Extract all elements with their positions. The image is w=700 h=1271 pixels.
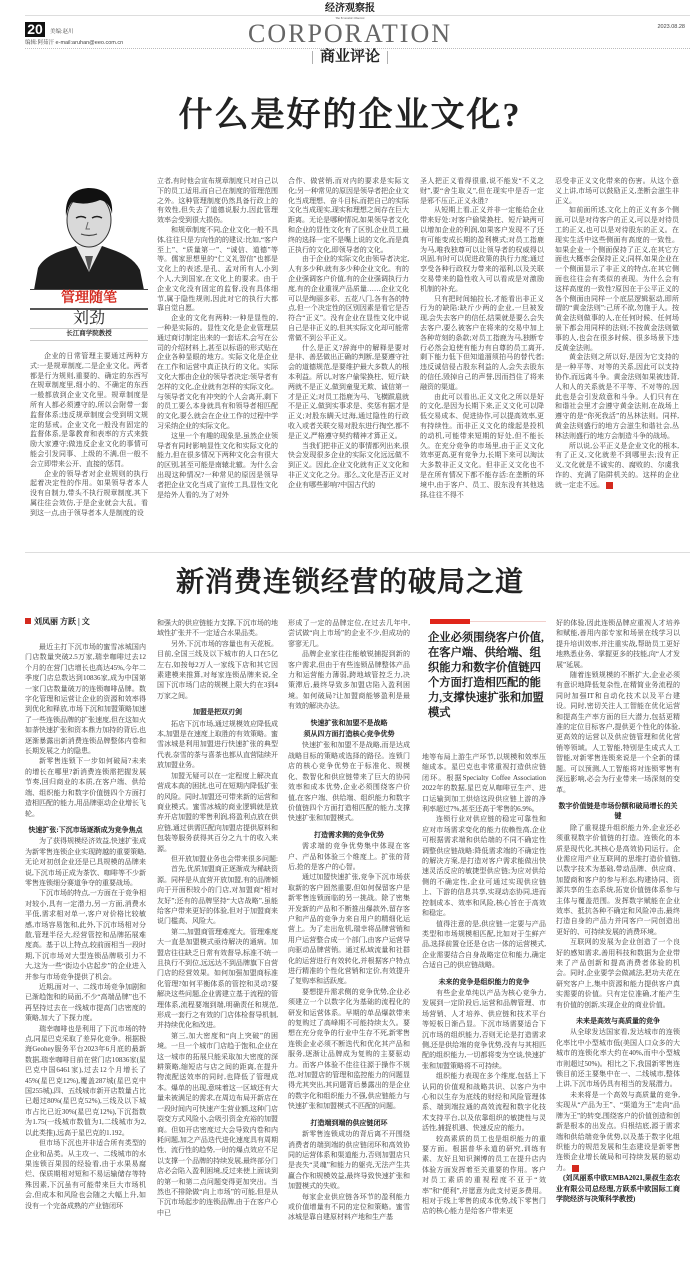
article-separator	[25, 552, 690, 553]
paragraph	[30, 352, 148, 470]
paragraph-text: 打造需求侧的竞争优势	[314, 830, 384, 839]
bottom-article-column-2	[157, 618, 278, 1262]
paragraph	[157, 771, 278, 854]
paragraph	[422, 814, 546, 918]
subheading	[288, 729, 410, 739]
top-article-column-5	[555, 177, 679, 532]
paragraph-text: 企业的文化有两种:一种是显性的,一种是实际的。显性文化是企业管理层通过商讨制定出来的一套话术,会写在公司的介绍材料上,甚至以标语的形式贴在企业各种显眼的地方。实际文化是企业在工作和运营中真正执行的文化。实际文化大都由企业的领导者决定:领导者有怎样的文化,企业就有怎样的实际文化。与领导者文化有冲突的个人会离开,剩下的员工要么本身就具有和领导者相匹配的文化,要么就会在企业工作的过程中学习采纳企业的实际文化。	[157, 314, 278, 430]
paragraph-text: 所以说,公平正义是企业文化的根本,有了正义,文化就差不到哪里去;没有正义,文化就是不诚实的、腐败的、尔虞我诈的、充满了陷阱机关的。这样的企业就一定走不远。	[555, 441, 679, 489]
article-title: 什么是好的企业文化?	[178, 97, 522, 134]
paragraph-text: 另外,下沉市场的容量也有天花板。目前,全国三线及以下城市的人口在5亿左右,如按每2万人一家线下店和其它因素建模来推算,对每家连锁品牌来说,全国下沉市场门店的规模上限大约在3到4万家之间。	[157, 639, 278, 700]
paragraph	[25, 888, 146, 982]
paragraph	[288, 177, 409, 255]
paragraph-text: 只有把时间轴拉长,才能看出非正义行为的缺陷:缺斤少两的企业,一旦被发现,会失去客户的信任,结果就是要么会失去客户,要么被客户在将来的交易中加上各种苛刻的条款;对员工指鹿为马,独断专行必然会迫使有能力有自尊的员工离开,剩下能力低下但知道溜须拍马的替代者;违反诚信侵占股东利益的人,会失去股东的信任,毁掉自己的声誉,因而挡住了将来融资的渠道。	[420, 294, 544, 391]
paragraph-text: 较高素质的员工也是组织能力的重要方面。根据普华永道的研究,训练有素、友好且知识渊博的员工在提升店内体验方面发挥着至关重要的作用。客户对员工素质的重视程度不亚于“效率”和“便利”,并愿意为此支付更多费用。相对于线上零售的成本优势,线下零售门店的核心能力是给客户带来更	[422, 1134, 546, 1216]
subheading	[556, 1016, 680, 1026]
paragraph-text: 要想提升需求侧的竞争优势,企业必须建立一个以数字化为基础的流程化的研发和运营体系。早期的单品爆款带来的复购过了高峰期不可能持续太久。要想在充分竞争的行业中生存不死,新零售连锁企业必须不断迭代和优化其产品和服务,逐渐让品牌成为复购的主要驱动力。而客户体验不佳往往源于操作不规范,对加盟店的管理和监控能力的问题显得尤其突出,其问题背后暴露出的是企业的数字化和组织能力不强,供应链能力与快速扩张和加盟模式不匹配的问题。	[288, 987, 410, 1111]
paragraph	[422, 919, 546, 971]
paragraph-text: 下沉市场的特点,一方面在于竞争相对较小,具有一定潜力,另一方面,消费水平低,需求相对单一,客户对价格比较敏感,市场容易饱和,此外,下沉市场相对分散,管理半径大,经营管控和品牌拓展难度高。基于以上特点,较前面相当一段时期,下沉市场对大型连锁品牌吸引力不大,这为一些“街边小店起步”的企业进入并参与市场竞争提供了机会。	[25, 889, 146, 981]
paragraph-text: 须从四方面打造核心竞争优势	[303, 730, 395, 739]
paragraph-text: 当我们把非正义的事情都列出来,很快会发现很多企业的实际文化远远做不到正义。因此,企业文化就有正义文化和非正义文化之分。那么,文化是否正义对企业有哪些影响?中国古代的	[288, 441, 409, 489]
page-number: 20	[25, 22, 45, 37]
paragraph-text: 快速扩张:下沉市场逐渐成为竞争焦点	[28, 825, 143, 834]
paragraph-text: 如前面所述,文化上的正义有多个侧面,可以是对待客户的正义,可以是对待员工的正义,也可以是对待股东的正义。在现实生活中这些侧面有高度的一致性。如果企业一个侧面保持了正义,在其它方面也大概率会保持正义;同样,如果企业在一个侧面显示了非正义的特点,在其它侧面也往往会有类似的表现。为什么会有这样高度的一致性?原因在于公平正义的各个侧面由同样一个底层逻辑驱动,即所谓的“黄金法则”:己所不欲,勿施于人。按黄金法则做事的人,在任何时候、任何场景下都会用同样的法则;不按黄金法则做事的人,也会在很多时候、很多场景下违反黄金法则。	[555, 206, 679, 352]
paragraph	[157, 927, 278, 1031]
top-article-column-2	[157, 177, 278, 532]
paragraph-text: 通过加盟快速扩张,竞争下沉市场获取新的客户固然重要,但如何保留客户是新零售连锁面临的另一挑战。除了密集开发新的产品和不断推出爆款外,留存客户和产品的竞争力来自用户的精细化运营上。为了走出危机,瑞幸将品牌营销和用户运营整合成一个部门,由客户运营导向驱动品牌营销。通过私域流量和社群化的运营进行有效转化,并根据客户特点进行精准的个性化营销和定价,有效提升了复购率和活跃度。	[288, 873, 410, 986]
paragraph-text: 品牌企业家往往能敏锐捕捉到新的客户需求,但由于有些连锁品牌整体产品力和运营能力薄弱,跨地域管控乏力,决策滞后,最终导致多加盟店陷入盈利困境。如何破局?让加盟商能够盈利是最有效的解决办法。	[288, 650, 410, 711]
subheading	[422, 977, 546, 987]
paragraph-text: 形成了一定的品牌定位,在过去几年中,尝试做“向上市场”的企业不少,但成功的寥寥无几。	[288, 619, 410, 648]
paragraph-text: 企业的日常管理主要通过两种方式:一是规章制度,二是企业文化。两者都是行为规则,重要的、确定的东西写在规章制度里,细小的、不确定的东西一般都放到企业文化里。规章制度是所有人都必须遵守的,所以会附带一套监督体系;违反规章制度会受到明文规定的惩戒。企业文化一般没有固定的监督体系,是靠教育和表率的方式来鼓励大家遵守;做违反企业文化的事情可能会引发同事、上级的不满,但一般不会立即带来公开、直接的惩罚。	[30, 352, 148, 468]
newspaper-name-en: The Economic Observer	[335, 16, 365, 20]
paragraph	[422, 1071, 546, 1133]
paragraph-text: 拓店下沉市场,通过规模效应降低成本,加盟是在速度上取胜的有效策略。蜜雪冰城是利用加盟进行快速扩张的典型代表,奈雪的茶与喜茶也都从直营陆续开放加盟业务。	[157, 719, 278, 770]
section-title-en: CORPORATION	[247, 19, 453, 48]
paragraph-text: 未来是高效与高质量的竞争	[576, 1017, 660, 1026]
paragraph	[422, 1134, 546, 1217]
paragraph-text: 企业的领导者对企业规则的执行起着决定性的作用。如果领导者本人没有自制力,带头不执行规章制度,其下属往往会效仿,于是企业就会大乱。看到这一点,由于领导者本人是制度的设	[30, 469, 148, 517]
subheading	[556, 801, 680, 822]
paragraph-text: 加盟无疑可以在一定程度上解决直营成本高的困扰,也可在短期内降低扩张的风险。同时,加盟还可带来新的运营和商业模式。蜜雪冰城的商业逻辑就是放弃开店加盟的零售利润,将盈利点放在供应链,通过供需匹配向加盟店提供原料和包装等服务获得其百分之九十的收入来源。	[157, 771, 278, 853]
paragraph	[288, 255, 409, 343]
subheading	[157, 707, 278, 717]
section-label: 商业评论	[319, 49, 380, 65]
paragraph-text: 从全球发达国家看,发达城市的连锁化率比中小型城市低(美国人口众多的大城市的连锁化率大约在40%,而中小型城市则超过50%)。相比之下,我国新零售连锁目前还主要集中在一、二线城市,整体上讲,下沉市场仍具有相当的发展潜力。	[556, 1028, 680, 1089]
paragraph-text: 瑞幸咖啡也是利用了下沉市场的特点,同星巴克采取了差异化竞争。根据极海Geohey服务平台2023年6月底的最新数据,瑞幸咖啡目前在营门店10836家(星巴克中国6461家),过去12个月增长了45%(星巴克12%),覆盖287城(星巴克中国255城),四、五线城市新开店数量占比已超过80%(星巴克52%),三线及以下城市占比已近30%(星巴克12%),下沉指数为1.75(一线城市数值为1,二线城市为2,以此类推),远高于星巴克的1.192。	[25, 1024, 146, 1137]
paragraph	[288, 872, 410, 986]
paragraph-text: 需求端的竞争优势集中体现在客户、产品和体验三个维度上。扩张的背后,抢的是客户的心智。	[288, 842, 410, 871]
issue-date: 2023.08.28	[657, 24, 685, 30]
end-mark-icon	[606, 482, 613, 489]
paragraph-text: 未来将是一个高效与高质量的竞争,实现从“产品为王”、“渠道为王”走向“品牌为王”的转变,围绕客户的价值创造和创新是根本的出发点。归根结底,源于需求端和供给端竞争优势,以及基于数字化组织能力的规范发展和生态建设是新零售连锁企业增长破局和可持续发展的驱动力。	[556, 1090, 680, 1172]
paragraph-text: 新零售连锁成功的背后离不开围绕消费者的端到端的供应链闭环和高效协同的运营体系和渠道能力,否则加盟店只是丧失“灵魂”和能力的躯壳,无法产生共赢合作和规模效益,最终导致快速扩张和加盟模式的失败。	[288, 1130, 410, 1191]
article-title: 新消费连锁经营的破局之道	[175, 567, 524, 598]
paragraph	[555, 353, 679, 441]
pull-quote: 企业必须围绕客户价值,在客户端、供给端、组织能力和数字价值链四个方面打造相匹配的能力,支撑快速扩张和加盟模式	[428, 632, 544, 719]
paragraph-text: 加盟是把双刃剑	[193, 708, 242, 717]
paragraph	[30, 470, 148, 519]
paragraph	[288, 841, 410, 872]
paragraph	[556, 1090, 680, 1173]
paragraph	[288, 987, 410, 1112]
paragraph-text: 快速扩张和加盟不是战略,而是达成战略目标的策略或选择的路径。连锁门店的核心竞争优势在于标准化、规模化、数智化和供应链带来了巨大的协同效率和成本优势,企业必须围绕客户价值,在客户端、供给端、组织能力和数字价值链四个方面打造相匹配的能力,支撑快速扩张和加盟模式。	[288, 741, 410, 823]
column-name: 管理随笔	[61, 291, 117, 306]
paragraph-text: 为了获得规模经济效益,快速扩张成为新零售连锁企业实现跨越的重要策略,无论对初创企业还是已具规模的品牌来说,下沉市场正成为茶饮、咖啡等不少新零售连锁细分赛道争夺的重要战场。	[25, 837, 146, 887]
paragraph-text: 打造端到端的供应链闭环	[310, 1118, 388, 1127]
paragraph-text: 新零售连锁下一步如何破局?未来的增长在哪里?新消费连锁需把握发展节奏,回归商业的本质,在客户端、供给端、组织能力和数字价值链四个方面打造相匹配的能力,用品牌驱动企业增长飞轮。	[25, 757, 146, 818]
top-article-column-1	[30, 352, 148, 532]
paragraph-text: 但开放加盟业务也会带来很多问题:	[171, 854, 278, 863]
paragraph-text: 第二,加盟商管理难度大。管理难度大一直是加盟模式亟待解决的通病。加盟店往往缺乏日常有效督导,标准不统一且执行不到位,远远达不到品牌旗下自营门店的经营效果。如何加强加盟商标准化管理?如何平衡体系的管控和灵动?要解决这些问题,企业需建立基于流程的管理体系,流程要端到端,明确责任和规范,形成一套行之有效的门店体检督导机制,并持续优化和改进。	[157, 927, 278, 1030]
paragraph	[157, 1031, 278, 1218]
paragraph-text: (刘凤丽系中欧EMBA2021,果叔生态农业有限公司总经理,方跃系中欧国际工商学院经济与决策科学教授)	[556, 1174, 680, 1203]
paragraph	[25, 836, 146, 888]
top-article-column-4	[420, 177, 544, 532]
byline-marker-icon	[25, 618, 31, 624]
end-mark-icon	[572, 1165, 579, 1172]
paragraph	[555, 442, 679, 491]
paragraph	[556, 618, 680, 670]
paragraph	[288, 740, 410, 823]
paragraph-text: 但市场下沉也并非适合所有类型的企业和品类。从主攻一、二线城市的水果连锁百果园的经验看,由于水果易腐烂、保质期相对短和不易运输储存等特殊因素,下沉虽有可能带来巨大市场机会,但成本和风险也会随之大幅上升,如没有一个完备成熟的产业链闭环	[25, 1139, 146, 1210]
bottom-article-column-5	[556, 618, 680, 1262]
bottom-article-column-1	[25, 642, 146, 1262]
paragraph-text: 组织能力表现在多个维度,包括上下认同的价值观和战略共识、以客户为中心和以生存为底线的财经和风险管理体系、端到端拉通的高效流程和数字化技术支持平台,以及依靠组织的敏捷性与灵活性,捕捉机遇、快速反应的能力。	[422, 1072, 546, 1133]
paragraph-text: 值得注意的是,供应链一定要与产品类型和市场规模相匹配,比如对于生鲜产品,选择前置仓还是仓店一体的运营模式,企业需要结合自身战略定位和能力,确定合适自己的供应链战略。	[422, 919, 546, 970]
paragraph-text: 什么是正义?辞海中的解释是要对是非、善恶做出正确的判断,是要遵守社会的道德规范,是要维护最大多数人的根本利益。所以,对客户偷梁换柱、短斤缺两就不是正义,做到童叟无欺、诚信第一才是正义;对员工指鹿为马、飞横跋扈就不是正义,做到实事求是、奖惩有据才是正义;对股东瞒天过海,通过隐性的行政收入或者关联交易对股东进行掏空,都不是正义,严格遵守契约精神才算正义。	[288, 343, 409, 440]
pull-quote-rule	[470, 621, 546, 622]
byline-text: 刘凤丽 方跃 | 文	[34, 617, 90, 626]
subheading	[25, 825, 146, 835]
paragraph	[422, 752, 546, 814]
paragraph	[420, 206, 544, 294]
bottom-article-column-3	[288, 618, 410, 1262]
paragraph-text: 合作、做营销,而对内的要求是实际文化;另一种常见的原因是领导者把企业文化当成理想、奋斗目标,而把自己的实际文化当成现实,现实和理想之间存在巨大距离。无论是哪种情况,如果领导者文化和企业的显性文化有了区别,企业员工最终的选择一定不是嘴上说的文化,而是真正执行的文化,即领导者的文化。	[288, 177, 409, 254]
paragraph-text: 首先,优质加盟商正逐渐成为稀缺资源。同样是从直营开放加盟,有的品牌倾向于开面积较小的门店,对加盟商“相对友好”;还有的品牌坚持“大店战略”,虽能给客户带来更好的体验,但对于加盟商来说门槛高、风险大。	[157, 865, 278, 926]
paragraph	[157, 618, 278, 639]
paragraph	[25, 642, 146, 756]
paragraph	[556, 937, 680, 1010]
paragraph-text: 地等布局上游生产环节,以规模和效率压缩成本。星巴克也非常重视打造供应链闭环。根据Specialty Coffee Association 2022年的数据,星巴克从咖啡豆生产、进口运输到加工烘焙这段供应链上游的净利率超过7%,甚至还高于零售的6.9%。	[422, 753, 546, 814]
author-name: 刘劲	[72, 310, 105, 327]
paragraph-text: 这里一个有趣的现象是,虽然企业领导者有同时影响显性文化和实际文化的能力,但在很多情况下两种文化会有很大的区别,甚至可能是南辕北辙。为什么会出现这种情况?一种常见的原因是领导者把企业文化当成了宣传工具,显性文化是给外人看的,为了对外	[157, 431, 278, 499]
editor-contact: 编辑:阿茹汗 e-mail:aruhan@eeo.com.cn	[25, 40, 124, 46]
paragraph	[288, 1129, 410, 1191]
art-editor: 美编:赵川	[50, 29, 74, 35]
paragraph	[157, 864, 278, 926]
paragraph	[25, 982, 146, 1024]
author-bio	[556, 1173, 680, 1204]
paragraph	[157, 639, 278, 701]
paragraph	[25, 1024, 146, 1138]
paragraph-text: 立者,有时他会宣布规章制度只对自己以下的员工适用,而自己在制度的管理范围之外。这种管理制度仍然具备行政上的有效性,但失去了道德说服力,因此管理效率会受到很大损伤。	[157, 177, 278, 225]
byline	[25, 617, 90, 627]
paragraph	[420, 393, 544, 501]
subheading	[288, 830, 410, 840]
top-article-column-3	[288, 177, 409, 532]
paragraph	[420, 295, 544, 393]
paragraph-text: 连锁行业对供应链的稳定可靠性和应对市场需求变化的能力依赖性高,企业可根据需求端和供给端的不同不确定性调整供应链战略:降低需求端的不确定性的解决方案,是打造对客户需求能做出快速灵活反应的敏捷型供应链;为应对供给侧的不确定性,企业可通过实现供应链上、下游的信息共享,实现动态协同,进而控制成本、效率和风险,核心旨在于高效和稳定。	[422, 815, 546, 918]
paragraph	[288, 1192, 410, 1223]
paragraph-text: 和规章制度不同,企业文化一般不具体,往往只是方向性的的建议:比如,“客户至上”、“质量第一”、“诚信、道德”等等。儒家思想里的“仁义礼智信”也都是文化上的表述,是孔、孟对所有人,小到个人,大到国家,在文化上的要求。由于企业文化没有固定的监督,没有具体细节,属于隐性规则,因此对它的执行大都靠自觉自愿。	[157, 225, 278, 313]
paragraph	[157, 177, 278, 226]
paragraph-text: 最近主打下沉市场的蜜雪冰城国内门店数量突破2.5万家,瑞幸咖啡过去12个月的在营门店增长也高达45%,今年二季度门店总数达到10836家,成为中国第一家门店数量破万的连锁咖啡品牌。数字化管理和运营让企业的资源和效率得到优化和释放,市场下沉和加盟策略加速了一些连锁品牌的扩张速度,但在这如火如荼快速扩张和资本鼎力加持的背后,也逐渐暴露出新消费连锁品牌整体内卷和长期发展之力的隐患。	[25, 643, 146, 756]
paragraph-text: 随着连锁规模的不断扩大,企业必须有意识地降低复杂性,在精简业务流程的同时加强IT和自动化技术以及平台建设。同时,密切关注人工智能在优化运营和提高生产率方面的巨大潜力,包括更精准的定位目标客户,提供更个性化的体验,更高效的运营以及供应链管理和优化营销等领域。人工智能,特别是生成式人工智能,对新零售连锁来说是一个全新的课题。可以预测,人工智能将对连锁零售有深远影响,必会为行业带来一场深刻的变革。	[556, 671, 680, 794]
paragraph-text: 忍受非正义文化带来的伤害。从这个意义上讲,市场可以鼓励正义,垄断会滋生非正义。	[555, 177, 679, 205]
paragraph	[25, 756, 146, 818]
pull-quote-accent	[430, 619, 470, 624]
paragraph	[556, 1027, 680, 1089]
paragraph-text: 除了重视提升组织能力外,企业还必须重视数字价值链的打造。连锁化的本质是现代化,其核心是高效协同运行。企业需应用产业互联网的思维打造价值链,以数字技术为基础,带动品牌、供应商、加盟商和客户的参与形态,构建协同、资源共享的生态系统,拓宽价值链体系参与主体与覆盖范围。发挥数字赋能在企业效率、抵抗各种不确定和风险冲击,最终打造自身的产品力并同客户一同创造出更好的、可持续发展的消费环境。	[556, 823, 680, 936]
paragraph-text: 有些企业单纯以产品为核心竞争力,发展到一定阶段后,运营和品牌管理、市场营销、人才培养、供应链和技术平台等短板日渐凸显。下沉市场需要适合下沉市场的组织能力,否则无论是打造需求侧,还是供给端的竞争优势,没有与其相匹配的组织能力,一切都将变为空谈,快速扩张和加盟策略将不可持续。	[422, 988, 546, 1070]
divider	[30, 328, 148, 329]
paragraph	[556, 823, 680, 937]
paragraph	[288, 442, 409, 491]
paragraph-text: 圣人把正义看得很重,说不能发“不义之财”,要“舍生取义”,但在现实中是否一定是邪不压正,正义永胜?	[420, 177, 544, 205]
paragraph	[422, 988, 546, 1071]
paragraph	[157, 314, 278, 432]
bottom-article-column-4	[422, 752, 546, 1262]
paragraph-text: 第三,加大密度和“向上突破”的困境。一旦一个城市门店趋于饱和,企业在这一城市的拓展只能采取加大密度的深耕策略,缩短店与店之间的距离,在提升物流配送效率的同时,也降低了管理成本。爆单的出现,意味着这一区域还有大量未被满足的需求,在周边布局开新店在一段时间内可快速产生营业额,这种门店裂变方式风险小,会吸引资金充裕的加盟商。但如开店密度过大会导致内卷和内耗问题,加之产品迭代进化速度具有周期性、流行性的趋势,一时的爆点效应不足以支撑一个品牌的持续发展,最终部分门店必会陷入盈利困境,反过来使上面谈到的第一和第二点问题变得更加突出。当然也不排除做“向上市场”的可能,但是从下沉市场起步的连锁品牌,由于在客户心中已	[157, 1031, 278, 1217]
paragraph-text: 和强大的供应链能力支撑,下沉市场的地域性扩张并不一定适合水果品类。	[157, 619, 278, 638]
paragraph	[157, 854, 278, 864]
paragraph-text: 从短期上看,正义并非一定能给企业带来好处:对客户偷梁换柱、短斤缺两可以增加企业的利润,如果客户发现不了还有可能变成长期的盈利模式;对员工指鹿为马,唯我独尊可以让领导者的权威得以巩固,有时可以促进政策的执行力度;通过享受各种行政权力带来的福利,以及关联交易带来的隐性收入可以看成是对激励机制的补充。	[420, 206, 544, 293]
paragraph	[288, 649, 410, 711]
paragraph	[420, 177, 544, 206]
paragraph	[556, 670, 680, 795]
paragraph-text: 黄金法则之所以好,是因为它支持的是一种平等、对等的关系,因此可以支持协作,而远离斗争。黄金法则如果被违背,人和人的关系就是不平等、不对等的,因此也是会引发敌意和斗争。人们只有在和谐社会里才会遵守黄金法则,在战场上遵守的是“你死我活”的丛林法则。同样,黄金法则盛行的地方会滋生和谐社会,丛林法则盛行的地方会制造斗争的战场。	[555, 353, 679, 440]
paragraph-text: 快速扩张和加盟不是战略	[310, 718, 388, 727]
paragraph-text: 互联网的发展为企业创造了一个良好的感知需求,善用科技和数据为企业带来了产品创新和提高消费者体验的机会。同时,企业要学会做减法,把功夫花在研究客户上,集中资源和能力提供客户真实需要的价值。只有定位准确,才能产生有价值的创新,实现企业的商业价值。	[556, 938, 680, 1009]
paragraph	[555, 177, 679, 206]
subheading	[288, 1118, 410, 1128]
author-portrait	[30, 176, 148, 290]
section-title-cn: | 商业评论 |	[310, 49, 390, 65]
paragraph	[288, 344, 409, 442]
paragraph-text: 未来的竞争是组织能力的竞争	[438, 977, 530, 986]
paragraph	[555, 206, 679, 353]
paragraph	[157, 226, 278, 314]
paragraph-text: 好的体验,因此连锁品牌应重视人才培养和赋能,善用内部专家和场景在线学习以提升培训效率,并注重实战,帮助员工更好地熟悉业务、掌握更多的技能,向“人才发展”延展。	[556, 619, 680, 669]
paragraph	[25, 1138, 146, 1211]
author-title: 长江商学院教授	[66, 330, 112, 337]
paragraph	[288, 618, 410, 649]
divider	[30, 340, 148, 341]
newspaper-name: 经济观察报	[325, 3, 375, 14]
paragraph-text: 数字价值链是市场份额和破局增长的关键	[558, 801, 678, 821]
paragraph-text: 由于企业的实际文化由领导者决定,人有多少种,就有多少种企业文化。有的企业强调客户价值,有的企业强调执行力度,有的企业重视产品质量……企业文化可以是绚丽多彩、五花八门,各有各的特点,但一个决定性的区别因素是看它是否符合“正义”。没有企业在显性文化中说自己是非正义的,但其实际文化却可能常常做不到公平正义。	[288, 255, 409, 342]
paragraph-text: 每家企业供应链各环节的盈利能力或价值增量有不同的定位和策略。蜜雪冰城是靠自建原材料产地和生产基	[288, 1192, 410, 1222]
paragraph-text: 由此可以看出,正义文化之所以是好的文化,是因为长期下来,正义文化可以降低交易成本、促进协作,可以提高效率,更有持续性。而非正义文化的缘起是投机的动机,可能带来短期的好处,但不能长久。在充分竞争的市场里,由于正义文化效率更高,更有竞争力,长期下来可以淘汰大多数非正义文化。但非正义文化也不是在所有情况下都不能存活:在垄断的环境中,由于客户、员工、股东没有其他选择,往往不得不	[420, 392, 544, 499]
paragraph	[157, 432, 278, 501]
subheading	[288, 718, 410, 728]
paragraph	[157, 719, 278, 771]
paragraph-text: 近期,面对一、二线市场竞争加剧和已渐趋饱和的局面,不少“高端品牌”也不再坚持过去在一线城市提高门店密度的策略,加大了下探力度。	[25, 983, 146, 1023]
